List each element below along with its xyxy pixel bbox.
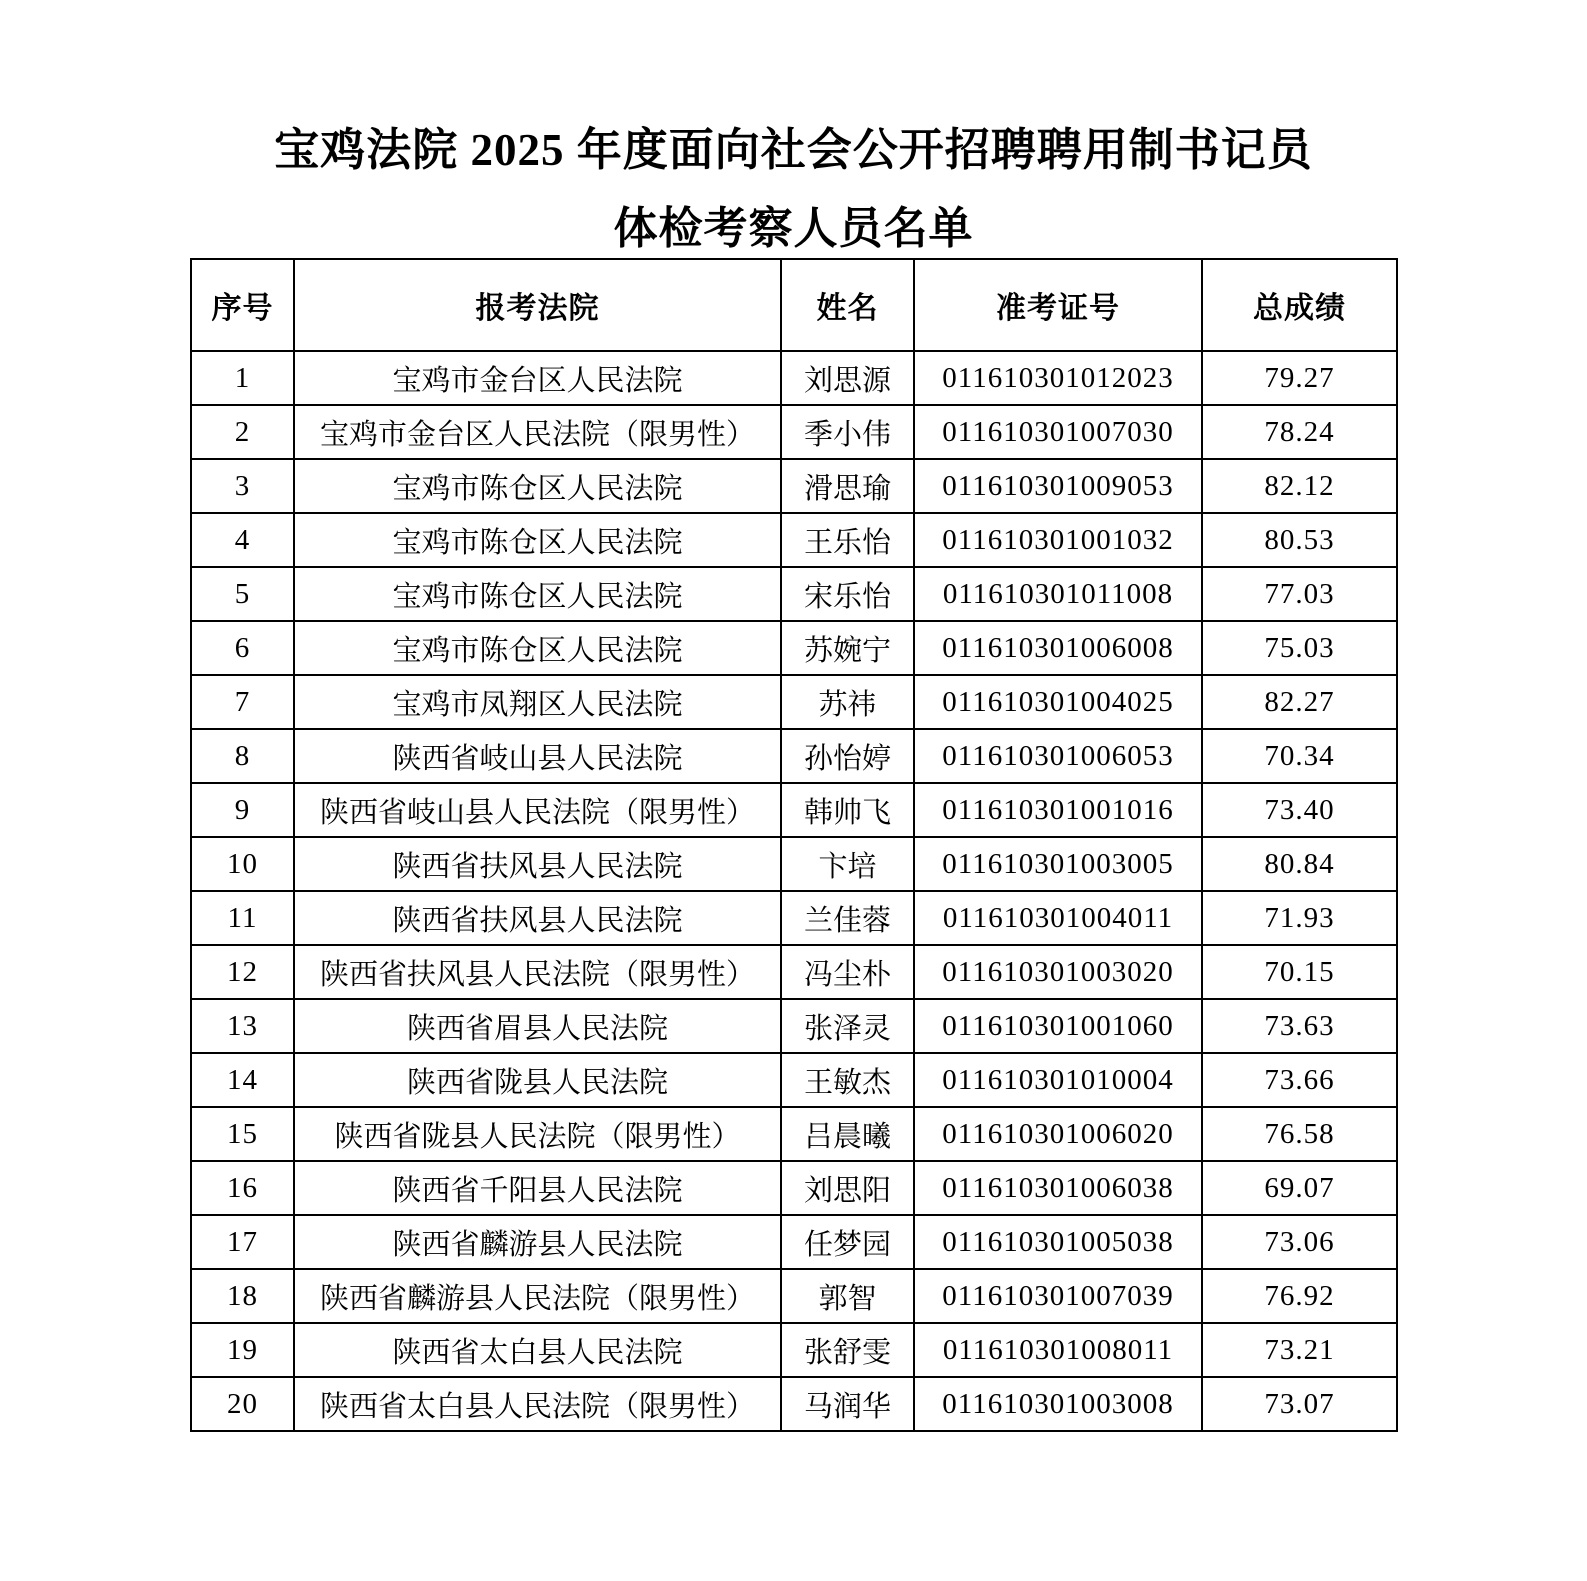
cell-score: 77.03: [1202, 567, 1397, 621]
cell-ticket: 011610301005038: [914, 1215, 1202, 1269]
cell-index: 7: [191, 675, 294, 729]
cell-ticket: 011610301007030: [914, 405, 1202, 459]
cell-ticket: 011610301001016: [914, 783, 1202, 837]
cell-court: 陕西省陇县人民法院: [294, 1053, 781, 1107]
table-header: [191, 259, 1397, 351]
cell-name: 宋乐怡: [781, 567, 914, 621]
cell-name: 张泽灵: [781, 999, 914, 1053]
cell-score: 80.53: [1202, 513, 1397, 567]
cell-score: 80.84: [1202, 837, 1397, 891]
cell-ticket: 011610301003005: [914, 837, 1202, 891]
table-body: [191, 351, 1397, 1431]
cell-index: 18: [191, 1269, 294, 1323]
table-row: [191, 1215, 1397, 1269]
cell-court: 宝鸡市金台区人民法院（限男性）: [294, 405, 781, 459]
cell-score: 70.34: [1202, 729, 1397, 783]
cell-court: 宝鸡市陈仓区人民法院: [294, 459, 781, 513]
cell-index: 10: [191, 837, 294, 891]
cell-name: 刘思源: [781, 351, 914, 405]
header-index: 序号: [191, 259, 294, 351]
header-ticket: 准考证号: [914, 259, 1202, 351]
cell-index: 5: [191, 567, 294, 621]
cell-index: 8: [191, 729, 294, 783]
cell-score: 73.66: [1202, 1053, 1397, 1107]
cell-name: 任梦园: [781, 1215, 914, 1269]
cell-index: 19: [191, 1323, 294, 1377]
cell-ticket: 011610301006053: [914, 729, 1202, 783]
table-row: [191, 945, 1397, 999]
cell-court: 陕西省眉县人民法院: [294, 999, 781, 1053]
cell-name: 孙怡婷: [781, 729, 914, 783]
cell-name: 卞培: [781, 837, 914, 891]
cell-court: 宝鸡市凤翔区人民法院: [294, 675, 781, 729]
cell-name: 王敏杰: [781, 1053, 914, 1107]
cell-ticket: 011610301006008: [914, 621, 1202, 675]
cell-name: 季小伟: [781, 405, 914, 459]
cell-court: 陕西省陇县人民法院（限男性）: [294, 1107, 781, 1161]
cell-ticket: 011610301008011: [914, 1323, 1202, 1377]
cell-index: 14: [191, 1053, 294, 1107]
cell-ticket: 011610301004011: [914, 891, 1202, 945]
candidates-table: [190, 258, 1398, 1432]
table-row: [191, 783, 1397, 837]
cell-index: 20: [191, 1377, 294, 1431]
cell-court: 陕西省太白县人民法院（限男性）: [294, 1377, 781, 1431]
cell-ticket: 011610301012023: [914, 351, 1202, 405]
header-score: 总成绩: [1202, 259, 1397, 351]
cell-name: 冯尘朴: [781, 945, 914, 999]
cell-score: 69.07: [1202, 1161, 1397, 1215]
table-row: [191, 999, 1397, 1053]
cell-ticket: 011610301001060: [914, 999, 1202, 1053]
cell-score: 76.92: [1202, 1269, 1397, 1323]
cell-name: 韩帅飞: [781, 783, 914, 837]
header-court: 报考法院: [294, 259, 781, 351]
cell-index: 15: [191, 1107, 294, 1161]
cell-court: 陕西省麟游县人民法院（限男性）: [294, 1269, 781, 1323]
cell-ticket: 011610301011008: [914, 567, 1202, 621]
cell-ticket: 011610301006020: [914, 1107, 1202, 1161]
table-row: [191, 1377, 1397, 1431]
cell-court: 陕西省扶风县人民法院: [294, 891, 781, 945]
cell-court: 陕西省岐山县人民法院（限男性）: [294, 783, 781, 837]
table-row: [191, 1323, 1397, 1377]
cell-score: 71.93: [1202, 891, 1397, 945]
table-row: [191, 837, 1397, 891]
cell-name: 兰佳蓉: [781, 891, 914, 945]
table-header-row: [191, 259, 1397, 351]
document-title-line2: 体检考察人员名单: [613, 204, 974, 253]
cell-index: 3: [191, 459, 294, 513]
cell-ticket: 011610301004025: [914, 675, 1202, 729]
cell-score: 73.21: [1202, 1323, 1397, 1377]
cell-score: 82.12: [1202, 459, 1397, 513]
cell-name: 刘思阳: [781, 1161, 914, 1215]
cell-index: 9: [191, 783, 294, 837]
cell-court: 陕西省太白县人民法院: [294, 1323, 781, 1377]
cell-court: 宝鸡市陈仓区人民法院: [294, 513, 781, 567]
cell-ticket: 011610301006038: [914, 1161, 1202, 1215]
table-row: [191, 675, 1397, 729]
cell-score: 78.24: [1202, 405, 1397, 459]
table-row: [191, 1269, 1397, 1323]
cell-ticket: 011610301003008: [914, 1377, 1202, 1431]
cell-index: 16: [191, 1161, 294, 1215]
table-row: [191, 405, 1397, 459]
cell-index: 6: [191, 621, 294, 675]
cell-ticket: 011610301003020: [914, 945, 1202, 999]
cell-index: 12: [191, 945, 294, 999]
table-row: [191, 1161, 1397, 1215]
table-row: [191, 567, 1397, 621]
cell-name: 王乐怡: [781, 513, 914, 567]
cell-court: 陕西省千阳县人民法院: [294, 1161, 781, 1215]
table-row: [191, 729, 1397, 783]
cell-score: 73.40: [1202, 783, 1397, 837]
cell-name: 张舒雯: [781, 1323, 914, 1377]
cell-index: 2: [191, 405, 294, 459]
table-row: [191, 1053, 1397, 1107]
cell-court: 陕西省麟游县人民法院: [294, 1215, 781, 1269]
table-row: [191, 891, 1397, 945]
cell-court: 宝鸡市金台区人民法院: [294, 351, 781, 405]
table-row: [191, 351, 1397, 405]
cell-index: 4: [191, 513, 294, 567]
cell-ticket: 011610301010004: [914, 1053, 1202, 1107]
cell-ticket: 011610301009053: [914, 459, 1202, 513]
cell-index: 13: [191, 999, 294, 1053]
cell-name: 马润华: [781, 1377, 914, 1431]
cell-court: 陕西省岐山县人民法院: [294, 729, 781, 783]
cell-ticket: 011610301001032: [914, 513, 1202, 567]
cell-name: 吕晨曦: [781, 1107, 914, 1161]
cell-court: 宝鸡市陈仓区人民法院: [294, 621, 781, 675]
cell-score: 73.06: [1202, 1215, 1397, 1269]
cell-name: 苏婉宁: [781, 621, 914, 675]
cell-court: 宝鸡市陈仓区人民法院: [294, 567, 781, 621]
cell-court: 陕西省扶风县人民法院: [294, 837, 781, 891]
table-row: [191, 621, 1397, 675]
table-row: [191, 1107, 1397, 1161]
cell-score: 73.63: [1202, 999, 1397, 1053]
cell-score: 75.03: [1202, 621, 1397, 675]
header-name: 姓名: [781, 259, 914, 351]
cell-index: 17: [191, 1215, 294, 1269]
cell-name: 滑思瑜: [781, 459, 914, 513]
cell-index: 11: [191, 891, 294, 945]
cell-name: 郭智: [781, 1269, 914, 1323]
table-row: [191, 513, 1397, 567]
table-row: [191, 459, 1397, 513]
cell-score: 73.07: [1202, 1377, 1397, 1431]
cell-score: 79.27: [1202, 351, 1397, 405]
cell-score: 70.15: [1202, 945, 1397, 999]
document-title-line1: 宝鸡法院 2025 年度面向社会公开招聘聘用制书记员: [274, 125, 1313, 175]
cell-ticket: 011610301007039: [914, 1269, 1202, 1323]
cell-score: 82.27: [1202, 675, 1397, 729]
cell-index: 1: [191, 351, 294, 405]
cell-name: 苏祎: [781, 675, 914, 729]
cell-score: 76.58: [1202, 1107, 1397, 1161]
cell-court: 陕西省扶风县人民法院（限男性）: [294, 945, 781, 999]
